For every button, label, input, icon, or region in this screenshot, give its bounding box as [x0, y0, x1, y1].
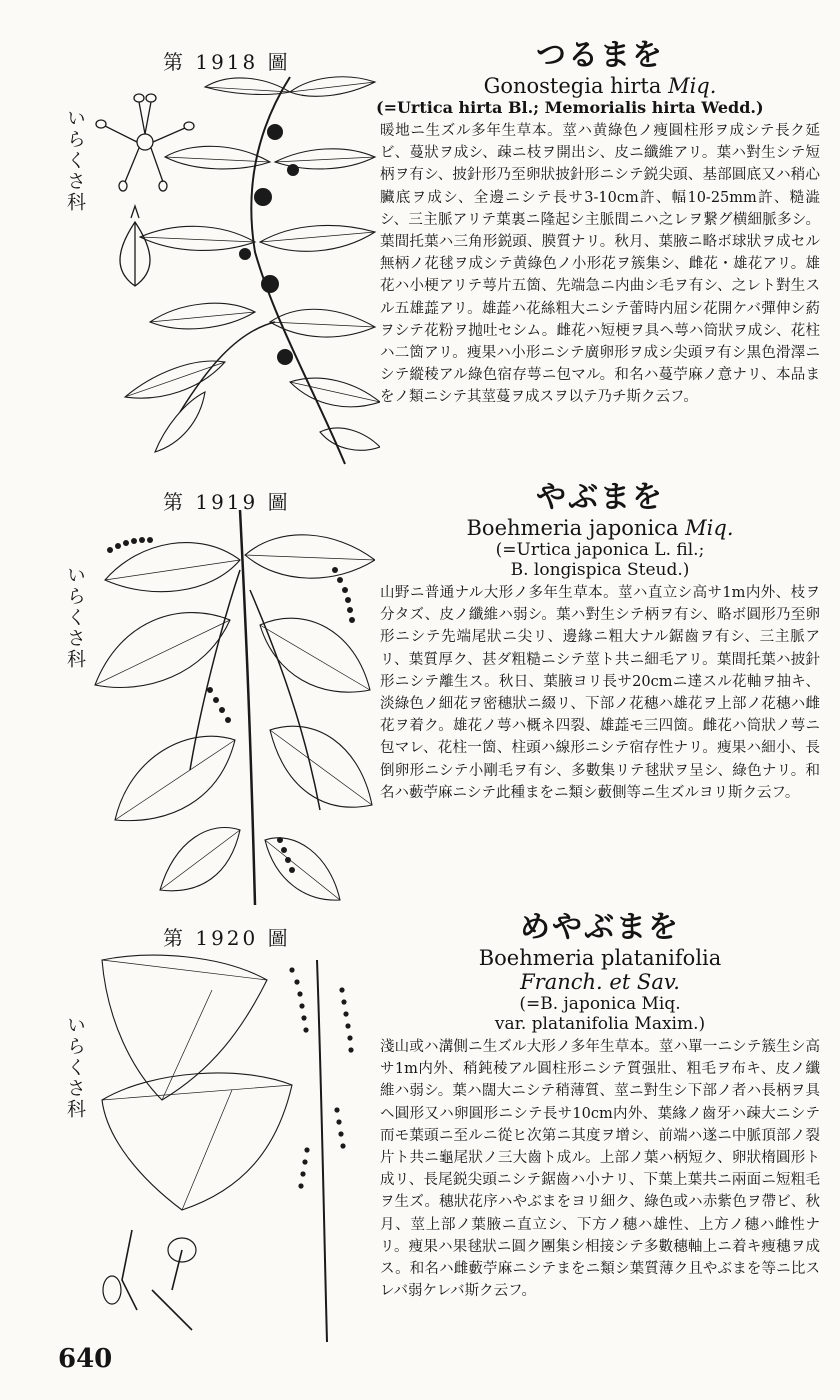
japanese-name: やぶまを	[536, 480, 664, 515]
scientific-name	[380, 74, 820, 98]
figure-label: 第 1918 圖	[163, 50, 291, 74]
fruit-detail-icon	[120, 206, 150, 286]
synonyms: (=Urtica japonica L. fil.; B. longispica Steud.)	[495, 540, 705, 580]
flower-detail-icon	[96, 94, 194, 191]
scientific-name	[380, 516, 820, 540]
entry-text	[380, 480, 820, 804]
entry-1920	[0, 910, 840, 1400]
scientific-name: Boehmeria platanifolia	[478, 946, 722, 970]
japanese-name: つるまを	[536, 38, 664, 73]
scientific-author: Miq.	[668, 74, 717, 98]
figure-label: 第 1920 圖	[163, 926, 291, 950]
plant-illustration-gonostegia	[95, 72, 380, 467]
scientific-author: Miq.	[685, 516, 734, 540]
family-label: いらくさ科	[64, 565, 86, 670]
description: 山野ニ普通ナル大形ノ多年生草本。莖ハ直立シ高サ1m内外、枝ヲ分タズ、皮ノ纖維ハ弱シ。葉ハ對生シテ柄ヲ有シ、略ボ圓形乃至卵形ニシテ先端尾狀ニ尖リ、邊緣ニ粗大ナル鋸齒ヲ有シ、三主脈アリ、葉質厚ク、甚ダ粗糙ニシテ莖ト共ニ細毛アリ。葉間托葉ハ披針形ニシテ離生ス。秋日、葉腋ヨリ長サ20cmニ達スル花軸ヲ抽キ、淡綠色ノ細花ヲ密穗狀ニ綴リ、下部ノ花穗ハ雄花ヲ上部ノ花穗ハ雌花ヲ着ク。雄花ノ萼ハ概ネ四裂、雄蕋モ三四箇。雌花ハ筒狀ノ萼ニ包マレ、花柱一箇、柱頭ハ線形ニシテ宿存性ナリ。痩果ハ細小、長倒卵形ニシテ小剛毛ヲ有シ、多數集リテ毬狀ヲ呈シ、綠色ナリ。和名ハ藪苧麻ニシテ此種まをニ類シ藪側等ニ生ズルヨリ斯ク云フ。	[380, 585, 820, 801]
description: 淺山或ハ溝側ニ生ズル大形ノ多年生草本。莖ハ單一ニシテ簇生シ高サ1m内外、稍鈍稜アル圓柱形ニシテ質强壯、粗毛ヲ布キ、皮ノ纖維ハ弱シ。葉ハ闊大ニシテ稍薄質、莖ニ對生シ下部ノ者ハ長柄ヲ具ヘ圓形又ハ卵圓形ニシテ長サ10cm内外、葉緣ノ齒牙ハ疎大ニシテ而モ葉頭ニ至ルニ從ヒ次第ニ其度ヲ增シ、前端ハ遂ニ中脈頂部ノ裂片ト共ニ龜尾狀ノ三大齒ト成ル。上部ノ葉ハ柄短ク、卵狀楕圓形ト成リ、長尾鋭尖頭ニシテ鋸齒ハ小ナリ、下葉上葉共ニ兩面ニ短粗毛ヲ生ズ。穗狀花序ハやぶまをヨリ細ク、綠色或ハ赤紫色ヲ帶ビ、秋月、莖上部ノ葉腋ニ直立シ、下方ノ穗ハ雄性、上方ノ穗ハ雌性ナリ。痩果ハ果毬狀ニ圓ク團集シ相接シテ多數穗軸上ニ着キ痩穗ヲ成ス。和名ハ雌藪苧麻ニシテまをニ類シ葉質薄ク且やぶまを等ニ比スレバ弱ケレバ斯ク云フ。	[380, 1039, 820, 1300]
scientific-author: Franch. et Sav.	[520, 970, 680, 994]
synonyms: (=Urtica hirta Bl.; Memorialis hirta Wedd.)	[376, 98, 764, 117]
figure-label: 第 1919 圖	[163, 490, 291, 514]
family-label: いらくさ科	[64, 108, 86, 213]
entry-1919	[0, 470, 840, 910]
description: 暖地ニ生ズル多年生草本。莖ハ黄綠色ノ痩圓柱形ヲ成シテ長ク延ビ、蔓狀ヲ成シ、疎ニ枝ヲ開出シ、皮ニ纖維アリ。葉ハ對生シテ短柄ヲ有シ、披針形乃至卵狀披針形ニシテ鋭尖頭、基部圓底又ハ稍心臟底ヲ成シ、全邊ニシテ長サ3-10cm許、幅10-25mm許、糙澁シ、三主脈アリテ葉裏ニ隆起シ主脈間ニハ之レヲ繋グ横細脈多シ。葉間托葉ハ三角形鋭頭、膜質ナリ。秋月、葉腋ニ略ボ球狀ヲ成セル無柄ノ花毬ヲ成シテ黄綠色ノ小形花ヲ簇集シ、雌花・雄花アリ。雄花ハ小梗アリテ萼片五箇、先端急ニ内曲シ毛ヲ有シ、之レト對生スル五雄蕋アリ。雄蕋ハ花絲粗大ニシテ蕾時内屈シ花開ケバ彈伸シ葯ヲシテ花粉ヲ抛吐セシム。雌花ハ短梗ヲ具ヘ萼ハ筒狀ヲ成シ、花柱ハ二箇アリ。痩果ハ小形ニシテ廣卵形ヲ成シ尖頭ヲ有シ黒色滑澤ニシテ縱稜アル綠色宿存萼ニ包マル。和名ハ蔓苧麻ノ意ナリ、本品まをノ類ニシテ其莖蔓ヲ成スヲ以テ乃チ斯ク云フ。	[380, 123, 820, 406]
synonyms: (=B. japonica Miq. var. platanifolia Maxim.)	[494, 994, 706, 1034]
page-number: 640	[58, 1344, 113, 1374]
entry-1918	[0, 0, 840, 470]
plant-illustration-boehmeria-platanifolia	[92, 950, 364, 1345]
scientific-genus-species: Gonostegia hirta	[483, 74, 662, 98]
japanese-name: めやぶまを	[520, 910, 680, 945]
scientific-genus-species: Boehmeria japonica	[466, 516, 679, 540]
entry-text	[376, 38, 820, 409]
family-label: いらくさ科	[64, 1015, 86, 1120]
entry-text	[380, 910, 820, 1302]
plant-illustration-boehmeria-japonica	[90, 510, 375, 905]
